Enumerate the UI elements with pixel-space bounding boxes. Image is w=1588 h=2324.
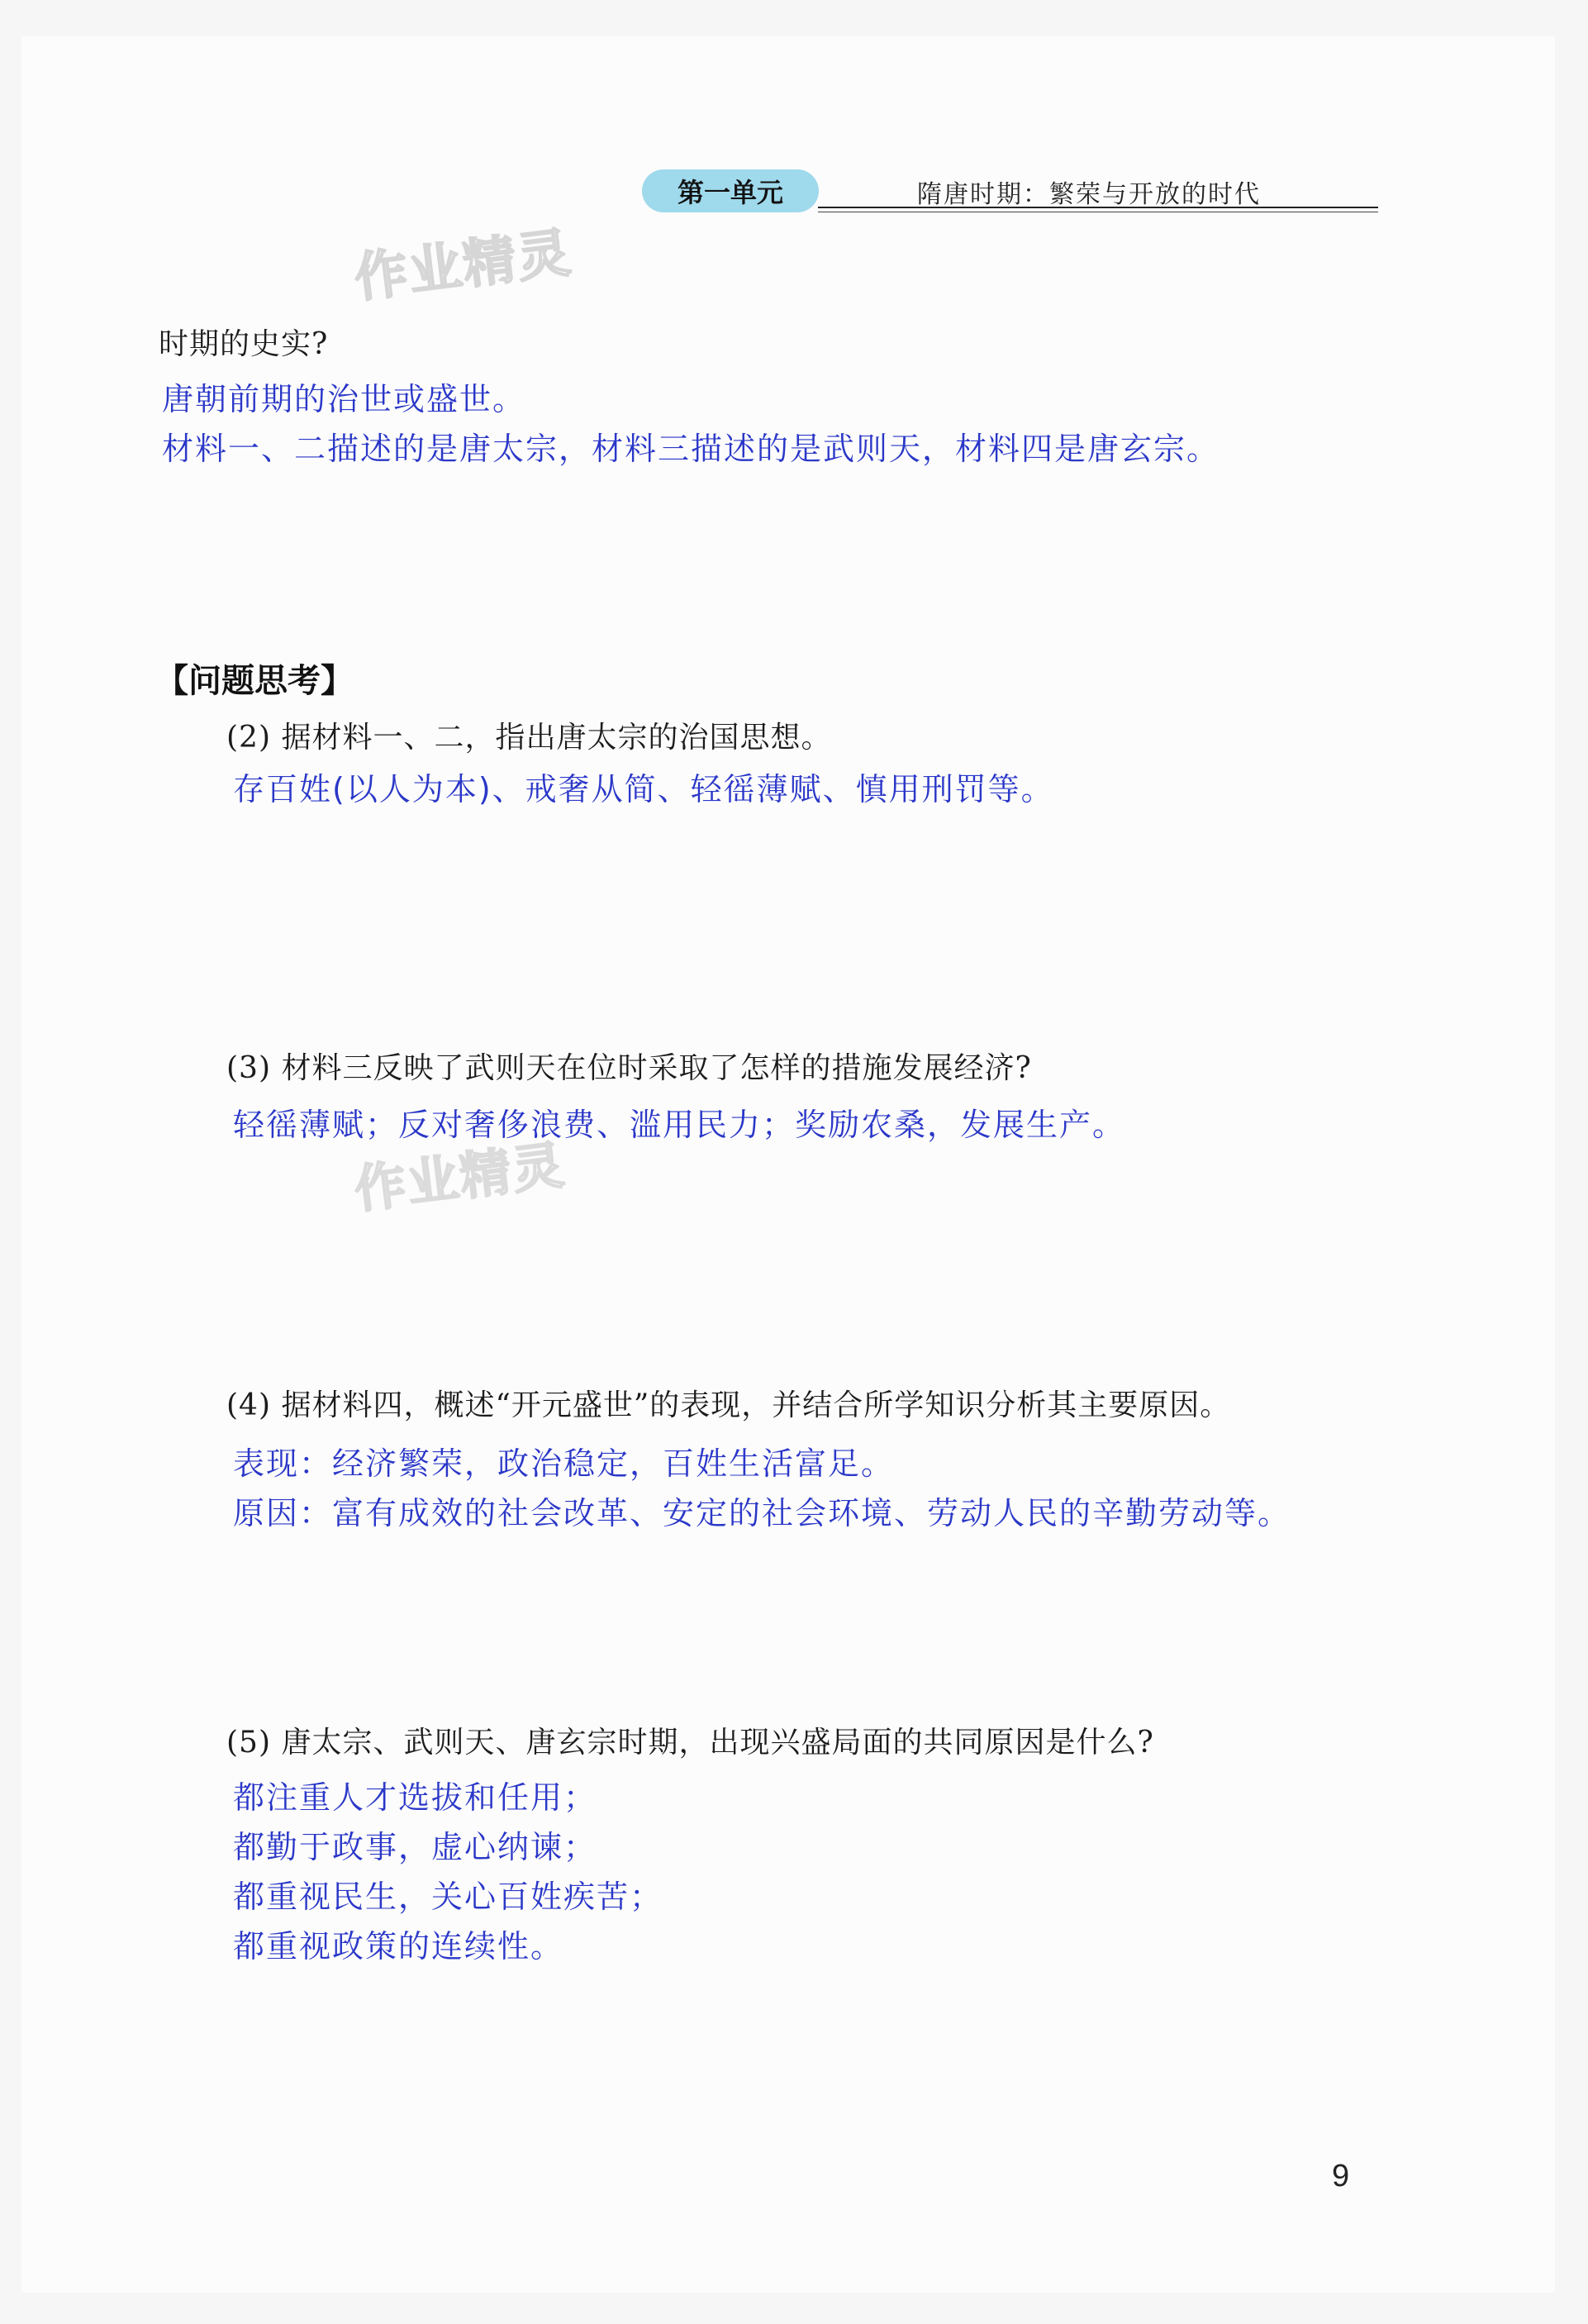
answer-line: 都重视民生，关心百姓疾苦； (233, 1879, 663, 1915)
question-prompt: (2) 据材料一、二，指出唐太宗的治国思想。 (226, 721, 832, 755)
answer-line: 都重视政策的连续性。 (233, 1928, 564, 1964)
question-prompt: (4) 据材料四，概述“开元盛世”的表现，并结合所学知识分析其主要原因。 (226, 1388, 1231, 1422)
watermark-logo: 作业精灵 (351, 222, 576, 310)
page-number: 9 (1332, 2159, 1350, 2193)
answer-line: 存百姓(以人为本)、戒奢从简、轻徭薄赋、慎用刑罚等。 (233, 771, 1054, 807)
watermark-logo: 作业精灵 (351, 1134, 569, 1221)
question-prompt: (3) 材料三反映了武则天在位时采取了怎样的措施发展经济? (226, 1051, 1032, 1085)
answer-line: 材料一、二描述的是唐太宗，材料三描述的是武则天，材料四是唐玄宗。 (162, 431, 1220, 467)
unit-badge: 第一单元 (642, 169, 819, 212)
unit-title: 隋唐时期：繁荣与开放的时代 (917, 180, 1261, 209)
answer-line: 都注重人才选拔和任用； (233, 1779, 597, 1816)
answer-line: 轻徭薄赋；反对奢侈浪费、滥用民力；奖励农桑，发展生产。 (233, 1107, 1126, 1143)
answer-line: 唐朝前期的治世或盛世。 (162, 381, 526, 417)
section-title: 【问题思考】 (155, 662, 354, 700)
question-prompt: (5) 唐太宗、武则天、唐玄宗时期，出现兴盛局面的共同原因是什么? (226, 1726, 1154, 1760)
answer-line: 表现：经济繁荣，政治稳定，百姓生活富足。 (233, 1445, 895, 1482)
question-tail: 时期的史实? (159, 327, 329, 361)
answer-line: 原因：富有成效的社会改革、安定的社会环境、劳动人民的辛勤劳动等。 (233, 1495, 1291, 1531)
answer-line: 都勤于政事，虚心纳谏； (233, 1829, 597, 1865)
